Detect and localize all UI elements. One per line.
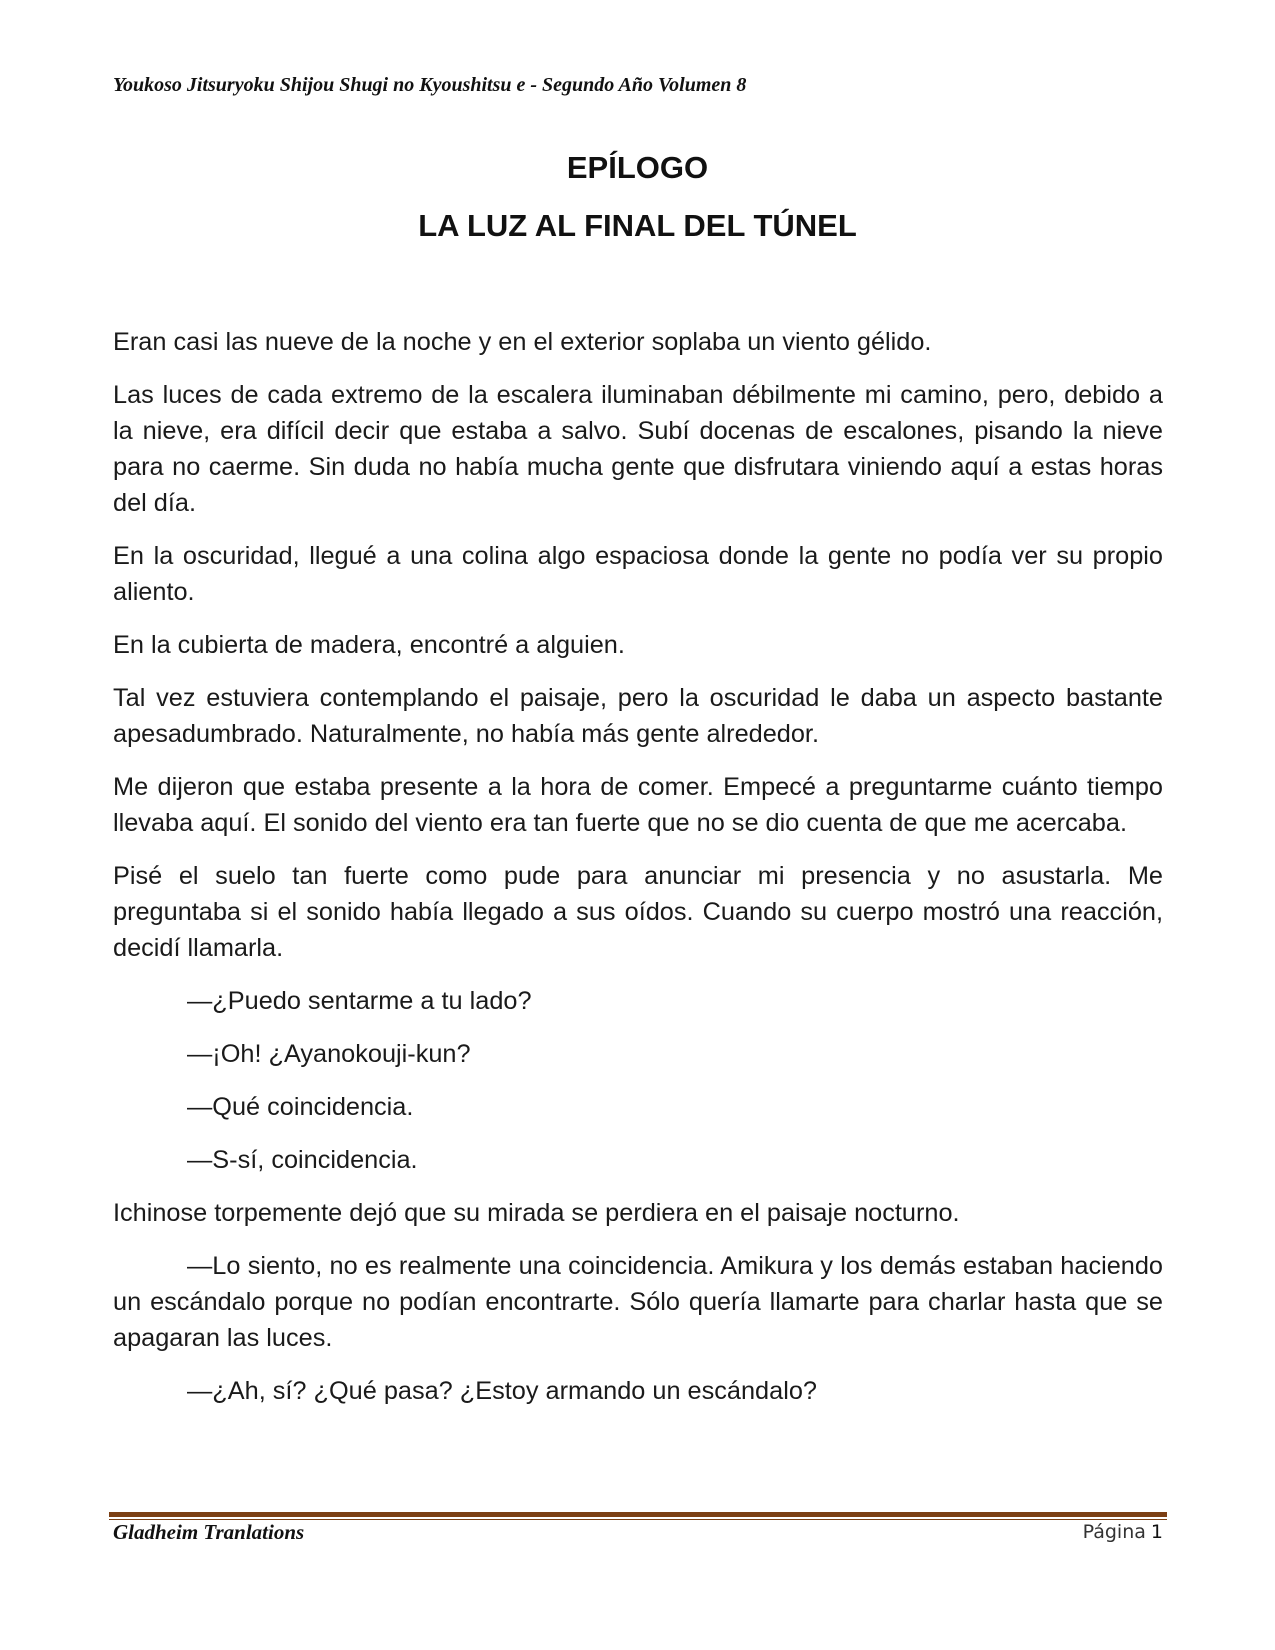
- chapter-title: EPÍLOGO: [566, 150, 709, 185]
- paragraph: Pisé el suelo tan fuerte como pude para anunciar mi presencia y no asustarla. Me preguntaba si el sonido había llegado a sus oídos. Cuando su cuerpo mostró una reacción, decidí llamarla.: [113, 862, 1163, 962]
- footer-translator: Gladheim Tranlations: [113, 1520, 305, 1544]
- dialogue-line: —S-sí, coincidencia.: [187, 1146, 418, 1174]
- paragraph: Ichinose torpemente dejó que su mirada se perdiera en el paisaje nocturno.: [113, 1199, 960, 1227]
- dialogue-line: —¿Ah, sí? ¿Qué pasa? ¿Estoy armando un escándalo?: [187, 1377, 817, 1405]
- chapter-subtitle: LA LUZ AL FINAL DEL TÚNEL: [418, 208, 857, 243]
- paragraph: Las luces de cada extremo de la escalera iluminaban débilmente mi camino, pero, debido a la nieve, era difícil decir que estaba a salvo. Subí docenas de escalones, pisando la nieve para no caerme. Sin duda no había mucha gente que disfrutara viniendo aquí a estas horas del día.: [113, 381, 1163, 517]
- page-label: Página: [1082, 1521, 1146, 1543]
- dialogue-line: —Qué coincidencia.: [187, 1093, 414, 1121]
- dialogue-line: —Lo siento, no es realmente una coincidencia. Amikura y los demás estaban haciendo un escándalo porque no podían encontrarte. Sólo quería llamarte para charlar hasta que se apagaran las luces.: [113, 1252, 1163, 1352]
- paragraph: Me dijeron que estaba presente a la hora de comer. Empecé a preguntarme cuánto tiempo llevaba aquí. El sonido del viento era tan fuerte que no se dio cuenta de que me acercaba.: [113, 773, 1163, 837]
- dialogue-line: —¡Oh! ¿Ayanokouji-kun?: [187, 1040, 471, 1068]
- page-number: 1: [1150, 1521, 1163, 1543]
- paragraph: En la cubierta de madera, encontré a alguien.: [113, 631, 625, 659]
- footer-divider-thick: [109, 1512, 1167, 1517]
- paragraph: En la oscuridad, llegué a una colina algo espaciosa donde la gente no podía ver su propio aliento.: [113, 542, 1163, 606]
- dialogue-line: —¿Puedo sentarme a tu lado?: [187, 987, 532, 1015]
- page-indicator: [1083, 1521, 1163, 1543]
- chapter-heading: [0, 148, 1275, 246]
- paragraph: Eran casi las nueve de la noche y en el exterior soplaba un viento gélido.: [113, 328, 932, 356]
- running-header: Youkoso Jitsuryoku Shijou Shugi no Kyoushitsu e - Segundo Año Volumen 8: [113, 74, 747, 96]
- paragraph: Tal vez estuviera contemplando el paisaje, pero la oscuridad le daba un aspecto bastante apesadumbrado. Naturalmente, no había más gente alrededor.: [113, 684, 1163, 748]
- body-text: [113, 324, 1163, 1426]
